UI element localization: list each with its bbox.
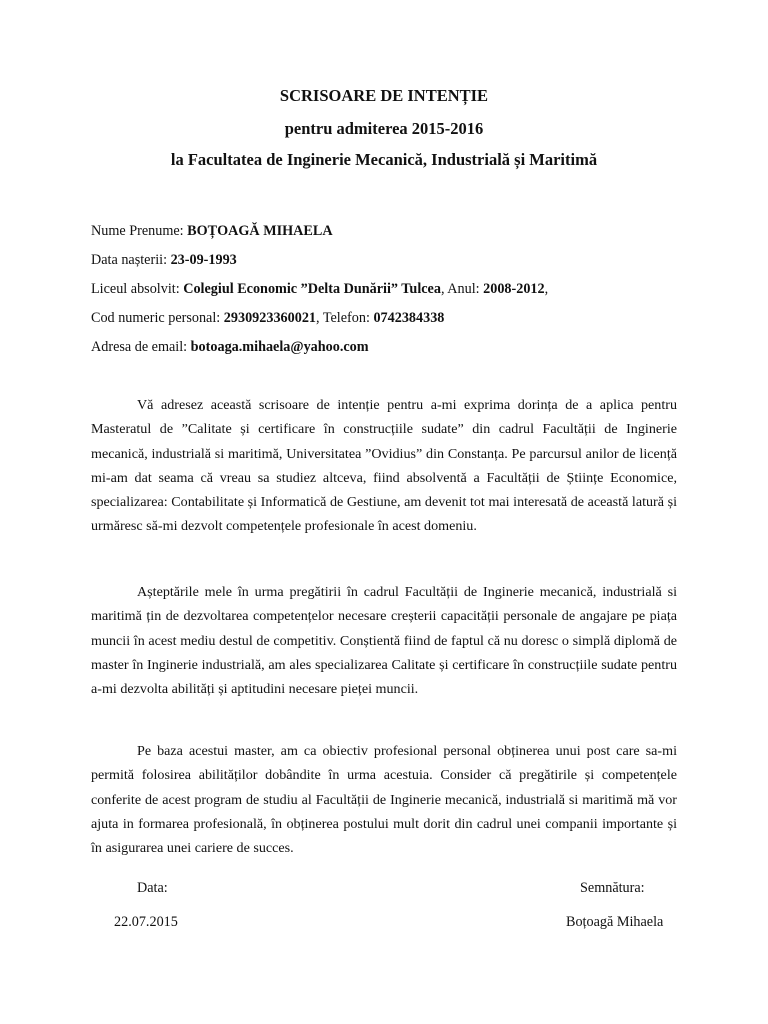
field-birth-date	[91, 251, 237, 269]
signature-name: Boțoagă Mihaela	[566, 914, 664, 930]
name-value: BOȚOAGĂ MIHAELA	[187, 223, 333, 239]
paragraph-2-text: Așteptările mele în urma pregătirii în cadrul Facultății de Inginerie mecanică, industrială si maritimă țin de dezvoltarea competențelor necesare creșterii capacității personale de angajare pe piața muncii în acest mediu destul de competitiv. Conștientă fiind de faptul că nu doresc o simplă diplomă de master în Inginerie industrială, am ales specializarea Calitate și certificare în construcțiile sudate pentru a-mi dezvolta abilități și aptitudini necesare pieței muncii.	[91, 584, 677, 698]
letter-title: SCRISOARE DE INTENȚIE	[279, 86, 489, 105]
signature-label: Semnătura:	[580, 880, 645, 896]
phone-value: 0742384338	[373, 310, 445, 326]
school-value: Colegiul Economic ”Delta Dunării” Tulcea	[183, 281, 441, 297]
date-value: 22.07.2015	[114, 914, 178, 930]
field-high-school	[91, 280, 548, 298]
email-value: botoaga.mihaela@yahoo.com	[190, 339, 369, 355]
paragraph-1-text: Vă adresez această scrisoare de intenție pentru a-mi exprima dorința de a aplica pentru Masteratul de ”Calitate și certificare în construcțiile sudate” din cadrul Facultății de Inginerie mecanică, industrială si maritimă, Universitatea ”Ovidius” din Constanța. Pe parcursul anilor de licență mi-am dat seama că vreau sa studiez altceva, fiind absolventă a Facultății de Științe Economice, specializarea: Contabilitate și Informatică de Gestiune, am devenit tot mai interesată de această latură și urmăresc să-mi dezvolt competențele profesionale în acest domeniu.	[91, 397, 677, 535]
email-label: Adresa de email:	[91, 339, 191, 355]
year-label: , Anul:	[440, 281, 484, 297]
field-name	[91, 222, 333, 240]
paragraph-3-text: Pe baza acestui master, am ca obiectiv profesional personal obținerea unui post care sa-mi permită folosirea abilităților dobândite în urma acestuia. Consider că pregătirile și competențele conferite de acest program de studiu al Facultății de Inginerie mecanică, industrială si maritimă mă vor ajuta in formarea profesională, în obținerea postului mult dorit din cadrul unei companii importante și în asigurarea unei cariere de succes.	[91, 743, 677, 857]
school-label: Liceul absolvit:	[91, 281, 184, 297]
field-email	[91, 338, 369, 356]
phone-label: , Telefon:	[316, 310, 374, 326]
date-label: Data:	[137, 880, 168, 896]
body-paragraph-1	[91, 393, 677, 539]
cnp-value: 2930923360021	[223, 310, 316, 326]
cnp-label: Cod numeric personal:	[91, 310, 224, 326]
year-value: 2008-2012	[483, 281, 545, 297]
field-cnp-phone	[91, 309, 444, 327]
letter-subtitle-admission: pentru admiterea 2015-2016	[284, 119, 484, 138]
body-paragraph-2	[91, 580, 677, 701]
name-label: Nume Prenume:	[91, 223, 188, 239]
birth-label: Data nașterii:	[91, 252, 171, 268]
year-suffix: ,	[544, 281, 549, 297]
body-paragraph-3	[91, 739, 677, 860]
letter-subtitle-faculty: la Facultatea de Inginerie Mecanică, Industrială și Maritimă	[170, 150, 598, 169]
birth-value: 23-09-1993	[170, 252, 237, 268]
